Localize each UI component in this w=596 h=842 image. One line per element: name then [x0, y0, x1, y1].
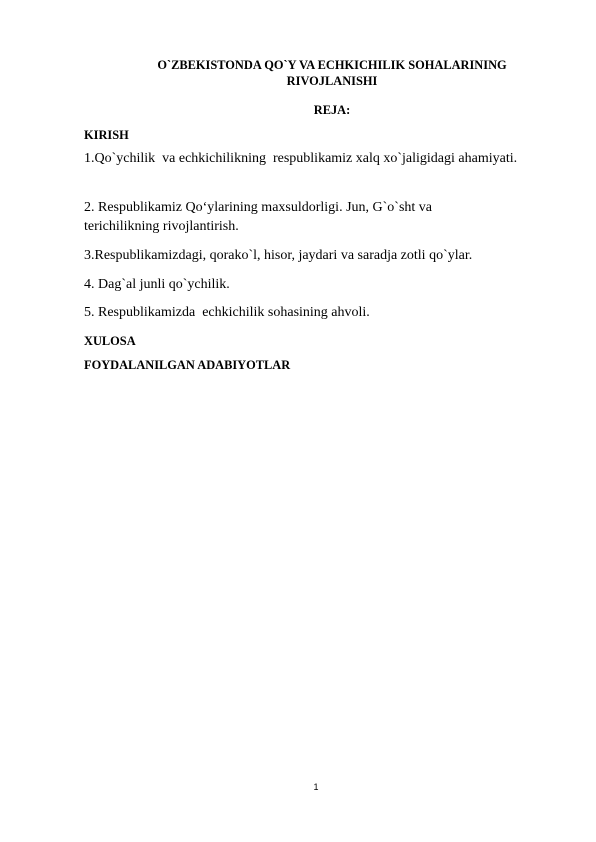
document-title	[84, 57, 580, 89]
plan-item-1: 1.Qo`ychilik va echkichilikning respublikamiz xalq xo`jaligidagi ahamiyati.	[84, 151, 518, 166]
plan-item-4: 4. Dag`al junli qo`ychilik.	[84, 277, 230, 292]
plan-item-3: 3.Respublikamizdagi, qorako`l, hisor, jaydari va saradja zotli qo`ylar.	[84, 248, 473, 263]
title-line-2: RIVOJLANISHI	[286, 74, 378, 88]
page-number: 1	[313, 782, 319, 792]
plan-heading: REJA:	[313, 103, 351, 117]
plan-item-5: 5. Respublikamizda echkichilik sohasining ahvoli.	[84, 305, 370, 320]
intro-heading: KIRISH	[84, 128, 129, 142]
plan-item-2: 2. Respublikamiz Qo‘ylarining maxsuldorligi. Jun, G`o`sht va terichilikning rivojlantirish.	[84, 200, 436, 234]
title-line-1: O`ZBEKISTONDA QO`Y VA ECHKICHILIK SOHALARINING	[157, 58, 507, 72]
references-heading: FOYDALANILGAN ADABIYOTLAR	[84, 358, 291, 372]
conclusion-heading: XULOSA	[84, 334, 136, 348]
